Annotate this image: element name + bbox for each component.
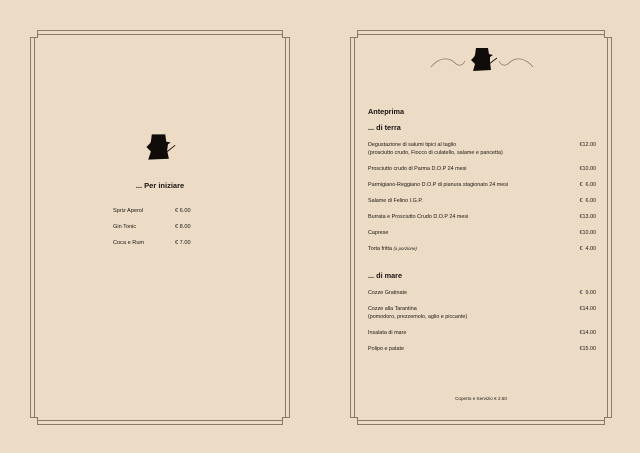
list-item [113,203,215,219]
menu-content [368,107,596,361]
silhouette-logo-icon [141,129,177,165]
dish-price: € 9.00 [579,290,596,296]
corner-ornament [350,30,358,38]
drink-list [113,203,215,251]
corner-ornament [282,30,290,38]
dish-price: € 6.00 [579,182,596,188]
dish-price: € 4.00 [579,246,596,252]
dish-price: €10.00 [579,230,596,236]
dish-name: Degustazione di salumi tipici al taglio [368,142,457,148]
corner-ornament [604,417,612,425]
dish-name: Salame di Felino I.G.P. [368,198,423,204]
corner-ornament [282,417,290,425]
section-title-terra: ... di terra [368,123,401,132]
corner-ornament [30,417,38,425]
list-item [368,329,596,337]
list-item [368,213,596,221]
drink-price: € 8.00 [175,224,191,230]
drink-name: Spriz Aperol [113,208,144,214]
dish-note: (a porzione) [393,246,417,251]
dish-name: Torta fritta [368,246,392,252]
dish-description: (pomodoro, prezzemolo, aglio e piccante) [368,314,468,320]
dish-description: (prosciutto crudo, Fiocco di culatello, salame e pancetta) [368,150,503,156]
list-item [368,165,596,173]
dish-name: Polipo e patate [368,346,404,352]
corner-ornament [604,30,612,38]
dish-name: Insalata di mare [368,330,407,336]
list-item [113,235,215,251]
cover-charge-note: Coperto e Servizio € 2.50 [455,396,507,401]
list-item [368,305,596,321]
corner-ornament [30,30,38,38]
drink-name: Gin Tonic [113,224,137,230]
dish-name: Cozze alla Tarantina [368,306,417,312]
dish-name: Prosciutto crudo di Parma D.O.P 24 mesi [368,166,467,172]
dish-price: €15.00 [579,346,596,352]
right-menu-page [350,30,612,425]
left-menu-page [30,30,290,425]
menu-heading: Anteprima [368,107,405,116]
dish-price: €12.00 [579,142,596,148]
dish-name: Cozze Gratinate [368,290,407,296]
dish-name: Burrata e Prosciutto Crudo D.O.P 24 mesi [368,214,469,220]
dish-price: € 6.00 [579,198,596,204]
drink-name: Coca e Rum [113,240,145,246]
silhouette-logo-icon [429,45,535,75]
list-item [368,181,596,189]
section-title-mare: ... di mare [368,271,403,280]
list-item [368,245,596,253]
list-item [368,345,596,353]
drink-price: € 7.00 [175,240,191,246]
dish-name: Parmigiano-Reggiano D.O.P di pianura stagionato 24 mesi [368,182,509,188]
corner-ornament [350,417,358,425]
dish-price: €10.00 [579,166,596,172]
list-item [368,141,596,157]
dish-price: €14.00 [579,306,596,312]
dish-name: Caprese [368,230,389,236]
list-item [368,229,596,237]
list-item [113,219,215,235]
list-item [368,197,596,205]
section-spacer [368,261,596,271]
list-item [368,289,596,297]
dish-price: €13.00 [579,214,596,220]
dish-price: €14.00 [579,330,596,336]
section-title: ... Per iniziare [135,181,185,190]
drink-price: € 6.00 [175,208,191,214]
